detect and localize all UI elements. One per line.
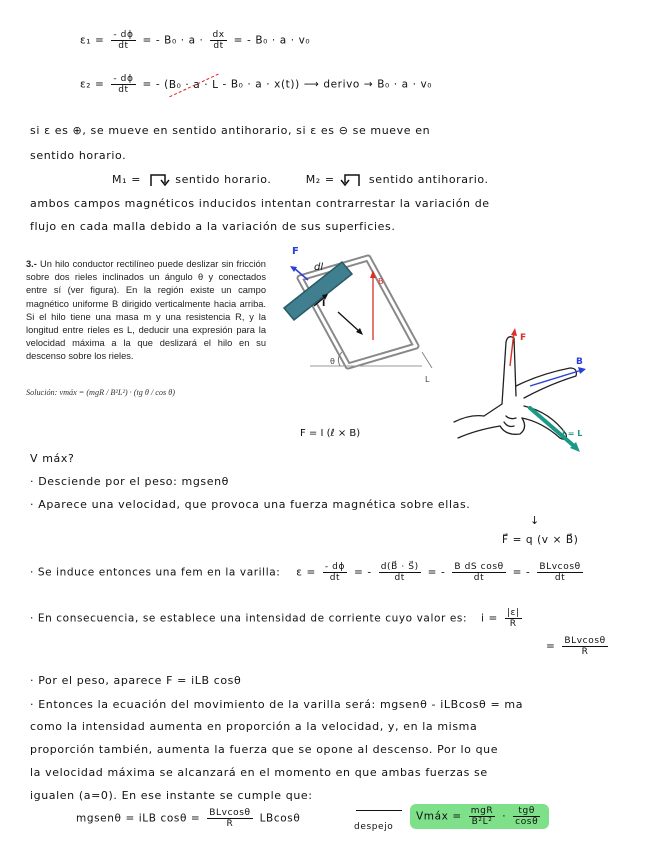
m2-text: sentido antihorario. bbox=[368, 173, 489, 186]
emf-frac-3: $\frac{\text{B dS cosθ}}{dt}$ bbox=[454, 562, 504, 583]
emf-eq3: = - bbox=[427, 566, 446, 579]
para1-line1: si ε es ⊕, se mueve en sentido antihorario, si ε es ⊖ se mueve en bbox=[30, 124, 431, 137]
eq2-result: B₀ · a · v₀ bbox=[377, 78, 433, 91]
eq1-lhs: ε₁ = bbox=[80, 34, 105, 47]
inclined-rails-figure bbox=[270, 240, 440, 450]
bullet-current bbox=[30, 608, 525, 629]
motion-line-5: igualen (a=0). En ese instante se cumple que: bbox=[30, 789, 313, 802]
hand-il-label: I = L bbox=[562, 429, 583, 438]
current-value-frac: $\frac{\text{BLvcosθ}}{R}$ bbox=[564, 636, 606, 657]
clockwise-loop-icon bbox=[145, 172, 171, 188]
motion-line-3: proporción también, aumenta la fuerza que se opone al descenso. Por lo que bbox=[30, 743, 499, 756]
b-field-label: B bbox=[378, 277, 384, 286]
final-equation bbox=[76, 808, 300, 829]
equation-emf-1 bbox=[80, 30, 310, 51]
right-hand-rule-figure bbox=[450, 326, 620, 466]
eq2-frac-den: dt bbox=[118, 85, 129, 95]
vmax-title: V máx? bbox=[30, 452, 75, 465]
counterclockwise-loop-icon bbox=[339, 172, 365, 188]
motion-line-4: la velocidad máxima se alcanzará en el momento en que ambas fuerzas se bbox=[30, 766, 488, 779]
problem-statement bbox=[26, 258, 266, 364]
current-frac: $\frac{|\varepsilon|}{R}$ bbox=[506, 608, 520, 629]
eq2-rest: - B₀ · a · x(t)) bbox=[222, 78, 300, 91]
emf-eq2: = - bbox=[354, 566, 372, 579]
bullet-weight: · Desciende por el peso: mgsenθ bbox=[30, 475, 230, 488]
eq2-struck-term: B₀ · a · L bbox=[168, 78, 219, 91]
down-arrow-icon: ↓ bbox=[530, 514, 540, 527]
problem-solution bbox=[26, 388, 175, 397]
bullet-velocity: · Aparece una velocidad, que provoca una fuerza magnética sobre ellas. bbox=[30, 498, 471, 511]
equation-emf-2 bbox=[80, 74, 432, 95]
m1-text: sentido horario. bbox=[175, 173, 272, 186]
current-label: I bbox=[322, 299, 326, 309]
hand-force-label: F bbox=[520, 333, 527, 343]
length-label: L bbox=[425, 375, 430, 384]
eq2-open: = - ( bbox=[142, 78, 169, 91]
current-eq: = bbox=[546, 640, 556, 653]
force-label: F bbox=[292, 246, 299, 257]
bullet-induced-emf bbox=[30, 562, 586, 583]
eq1-frac1-den: dt bbox=[118, 41, 129, 51]
para1-line4: ambos campos magnéticos inducidos intentan contrarrestar la variación de bbox=[30, 197, 490, 210]
eq1-fraction-1 bbox=[111, 30, 135, 51]
solution-formula: vmáx = (mgR / B²L²) · (tg θ / cos θ) bbox=[59, 388, 176, 397]
vmax-frac-2: $\frac{\text{tgθ}}{\cos\theta}$ bbox=[515, 806, 539, 827]
para1-line2: sentido horario. bbox=[30, 149, 127, 162]
current-lhs: i = bbox=[481, 612, 498, 625]
final-lhs: mgsenθ = iLB cosθ = bbox=[76, 812, 201, 825]
eq2-lhs: ε₂ = bbox=[80, 78, 105, 91]
theta-label: θ bbox=[330, 357, 335, 366]
vmax-result-lhs: Vmáx = bbox=[416, 810, 462, 823]
hand-b-label: B bbox=[576, 357, 583, 367]
bullet-weight-force: · Por el peso, aparece F = iLB cosθ bbox=[30, 674, 242, 687]
hand-il-arrow bbox=[530, 408, 574, 446]
despejo-arrow bbox=[356, 810, 402, 811]
emf-text: · Se induce entonces una fem en la varilla: bbox=[30, 566, 281, 579]
force-equation: F = I (ℓ × B) bbox=[300, 428, 361, 439]
m2-label: M₂ = bbox=[305, 173, 335, 186]
emf-lhs: ε = bbox=[296, 566, 316, 579]
para1-line5: flujo en cada malla debido a la variación de sus superficies. bbox=[30, 220, 396, 233]
problem-text: Un hilo conductor rectilíneo puede deslizar sin fricción sobre dos rieles inclinados un ángulo θ y conectados entre sí (ver figura). En la región existe un campo magnético uniforme B dirigido verticalmente hacia arriba. Si el hilo tiene una masa m y una resistencia R, y la longitud entre rieles es L, deducir una expresión para la velocidad máxima a la que deslizará el hilo en su descenso sobre los rieles. bbox=[26, 259, 266, 362]
eq1-rhs: = - B₀ · a · v₀ bbox=[233, 34, 311, 47]
eq2-arrow-word: ⟶ derivo → bbox=[303, 78, 374, 91]
current-value bbox=[546, 636, 611, 657]
solution-label: Solución: bbox=[26, 388, 58, 397]
motion-line-2: como la intensidad aumenta en proporción a la velocidad, y, en la misma bbox=[30, 720, 478, 733]
emf-frac-2: $\frac{d(B⃗ \cdot S⃗)}{dt}$ bbox=[380, 562, 419, 583]
eq1-frac1-num: - dϕ bbox=[113, 30, 134, 40]
current-text: · En consecuencia, se establece una intensidad de corriente cuyo valor es: bbox=[30, 612, 468, 625]
emf-frac-4: $\frac{\text{BLvcosθ}}{dt}$ bbox=[539, 562, 581, 583]
eq2-fraction bbox=[111, 74, 135, 95]
emf-eq4: = - bbox=[512, 566, 531, 579]
para1-line3 bbox=[112, 172, 489, 188]
lorentz-formula: F⃗ = q (v × B⃗) bbox=[502, 534, 579, 546]
eq2-frac-num: - dϕ bbox=[113, 74, 134, 84]
final-tail: LBcosθ bbox=[259, 812, 301, 825]
vmax-result bbox=[410, 804, 549, 829]
motion-line-1: · Entonces la ecuación del movimiento de la varilla será: mgsenθ - iLBcosθ = ma bbox=[30, 698, 524, 711]
eq1-frac2-den: dt bbox=[213, 41, 224, 51]
eq1-frac2-num: dx bbox=[212, 30, 225, 40]
vmax-dot: · bbox=[502, 810, 507, 823]
despejo-label: despejo bbox=[354, 822, 394, 832]
eq1-mid: = - B₀ · a · bbox=[142, 34, 204, 47]
emf-frac-1: $\frac{- d\phi}{dt}$ bbox=[324, 562, 346, 583]
problem-number: 3.- bbox=[26, 259, 37, 269]
dl-label: dl bbox=[314, 262, 324, 273]
final-frac: $\frac{\text{BLvcosθ}}{R}$ bbox=[209, 808, 251, 829]
vmax-frac-1: $\frac{\text{mgR}}{\text{B²L²}}$ bbox=[470, 806, 494, 827]
m1-label: M₁ = bbox=[112, 173, 142, 186]
hand-icon bbox=[454, 337, 576, 440]
eq1-fraction-2 bbox=[210, 30, 226, 51]
